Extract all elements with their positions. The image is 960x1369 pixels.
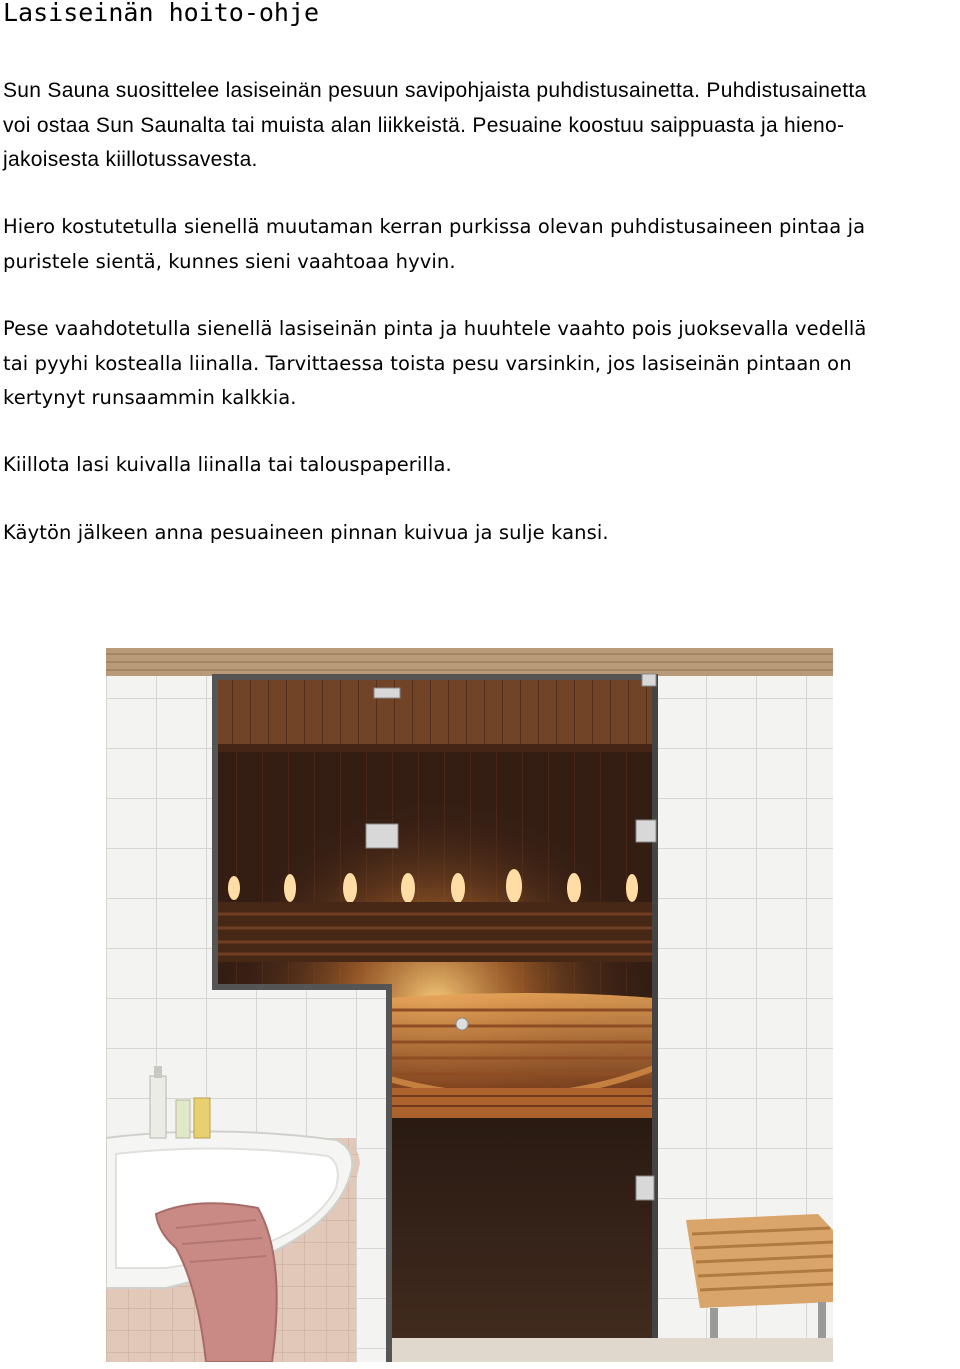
paragraph-after-use (3, 516, 953, 551)
paragraph-sponge-instructions (3, 210, 953, 279)
text-line: Hiero kostutetulla sienellä muutaman kerran purkissa olevan puhdistusaineen pintaa ja (3, 215, 866, 238)
text-line: Sun Sauna suosittelee lasiseinän pesuun savipohjaista puhdistusainetta. Puhdistusainetta (3, 79, 867, 102)
paragraph-polishing (3, 448, 953, 483)
paragraph-cleaning-agent (3, 74, 953, 178)
text-line: jakoisesta kiillotussavesta. (3, 148, 258, 171)
text-line: Pese vaahdotetulla sienellä lasiseinän pinta ja huuhtele vaahto pois juoksevalla vedellä (3, 317, 867, 340)
paragraph-washing-instructions (3, 312, 953, 416)
text-line: voi ostaa Sun Saunalta tai muista alan liikkeistä. Pesuaine koostuu saippuasta ja hieno- (3, 113, 845, 137)
sauna-glass-wall-photo (106, 648, 833, 1362)
text-line: tai pyyhi kostealla liinalla. Tarvittaessa toista pesu varsinkin, jos lasiseinän pintaan on (3, 351, 852, 375)
text-line: Kiillota lasi kuivalla liinalla tai talouspaperilla. (3, 453, 452, 476)
text-line: puristele sientä, kunnes sieni vaahtoaa hyvin. (3, 249, 456, 273)
text-line: kertynyt runsaammin kalkkia. (3, 386, 297, 409)
text-line: Käytön jälkeen anna pesuaineen pinnan kuivua ja sulje kansi. (3, 521, 609, 544)
page-title: Lasiseinän hoito-ohje (3, 0, 320, 27)
